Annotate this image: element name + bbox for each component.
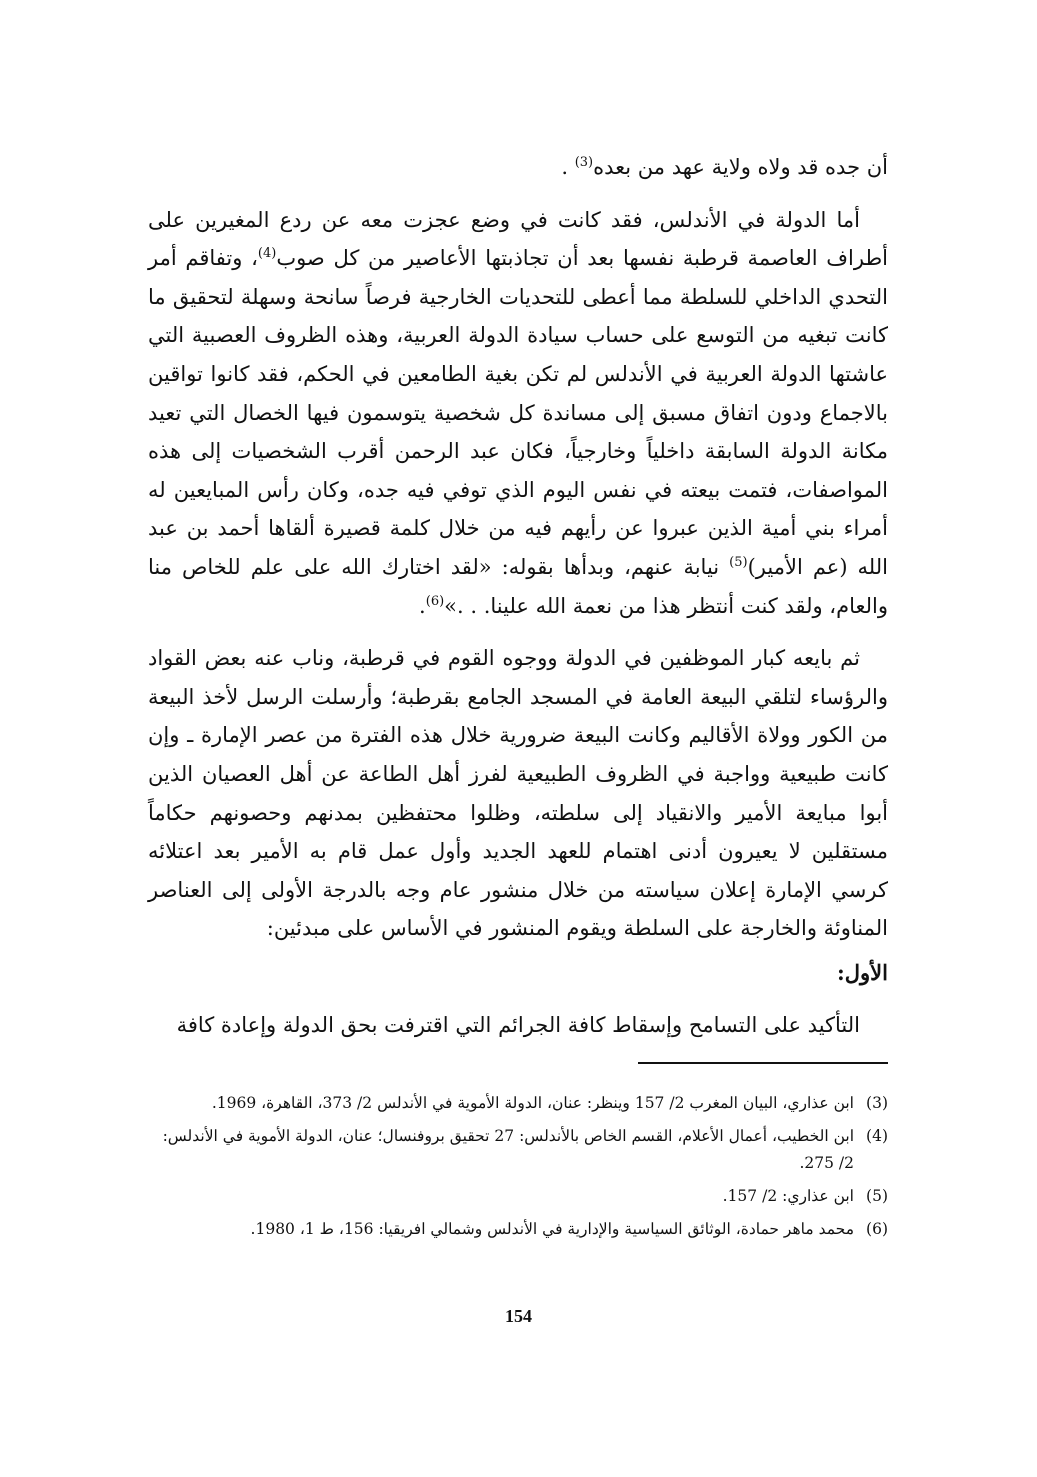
paragraph-2 xyxy=(148,201,888,626)
paragraph-4: التأكيد على التسامح وإسقاط كافة الجرائم التي اقترفت بحق الدولة وإعادة كافة xyxy=(176,1013,860,1038)
footnote-text: محمد ماهر حمادة، الوثائق السياسية والإدارية في الأندلس وشمالي افريقيا: 156، ط 1، 1980. xyxy=(250,1220,854,1238)
paragraph-2-part-a: أما الدولة في الأندلس، فقد كانت في وضع عجزت معه عن ردع المغيرين على أطراف العاصمة قرطبة نفسها بعد أن تجاذبتها الأعاصير من كل صوب xyxy=(148,207,888,271)
footnote-ref-4: (4) xyxy=(257,246,277,262)
footnote-number: (5) xyxy=(866,1187,888,1205)
footnote-separator xyxy=(638,1062,888,1064)
main-text xyxy=(148,148,888,1045)
footnote-5 xyxy=(148,1183,888,1210)
paragraph-1-end: . xyxy=(561,155,575,179)
footnote-ref-3: (3) xyxy=(574,155,594,170)
paragraph-2-end: . xyxy=(419,593,426,618)
footnote-number: (6) xyxy=(866,1220,888,1238)
footnote-number: (4) xyxy=(866,1127,888,1145)
footnote-number: (3) xyxy=(866,1094,888,1112)
footnote-text: ابن عذاري، البيان المغرب 2/ 157 وينظر: عنان، الدولة الأموية في الأندلس 2/ 373، القاهرة، 1969. xyxy=(211,1094,854,1112)
paragraph-1 xyxy=(148,148,888,187)
section-heading: الأول: xyxy=(837,959,888,985)
footnote-text: ابن الخطيب، أعمال الأعلام، القسم الخاص بالأندلس: 27 تحقيق بروفنسال؛ عنان، الدولة الأموية في الأندلس: 2/ 275. xyxy=(162,1127,854,1172)
footnote-ref-5: (5) xyxy=(729,554,748,570)
footnotes xyxy=(148,1090,888,1249)
footnote-3 xyxy=(148,1090,888,1117)
footnote-text: ابن عذاري: 2/ 157. xyxy=(722,1187,854,1205)
footnote-ref-6: (6) xyxy=(425,593,445,609)
footnote-4 xyxy=(148,1123,888,1177)
footnote-6 xyxy=(148,1216,888,1243)
paragraph-2-part-c: نيابة عنهم، وبدأها بقوله: «لقد اختارك الله على علم للخاص منا والعام، ولقد كنت أنتظر هذا من نعمة الله علينا. . .» xyxy=(148,554,888,618)
paragraph-1-text: أن جده قد ولاه ولاية عهد من بعده xyxy=(593,155,888,179)
paragraph-3: ثم بايعه كبار الموظفين في الدولة ووجوه القوم في قرطبة، وناب عنه بعض القواد والرؤساء لتلقي البيعة العامة في المسجد الجامع بقرطبة؛ وأرسلت الرسل لأخذ البيعة من الكور وولاة الأقاليم وكانت البيعة ضرورية خلال هذه الفترة من عصر الإمارة ـ وإن كانت طبيعية وواجبة في الظروف الطبيعية لفرز أهل الطاعة عن أهل العصيان الذين أبوا مبايعة الأمير والانقياد إلى سلطته، وظلوا محتفظين بمدنهم وحصونهم حكاماً مستقلين لا يعيرون أدنى اهتمام للعهد الجديد وأول عمل قام به الأمير بعد اعتلائه كرسي الإمارة إعلان سياسته من خلال منشور عام وجه بالدرجة الأولى إلى العناصر المناوئة والخارجة على السلطة ويقوم المنشور في الأساس على مبدئين: xyxy=(148,646,888,941)
paragraph-2-part-b: ، وتفاقم أمر التحدي الداخلي للسلطة مما أعطى للتحديات الخارجية فرصاً سانحة وسهلة لتحقيق ما كانت تبغيه من التوسع على حساب سيادة الدولة العربية، وهذه الظروف العصبية التي عاشتها الدولة العربية في الأندلس لم تكن بغية الطامعين في الحكم، فقد كانوا تواقين بالاجماع ودون اتفاق مسبق إلى مساندة كل شخصية يتوسمون فيها الخصال التي تعيد مكانة الدولة السابقة داخلياً وخارجياً، فكان عبد الرحمن أقرب الشخصيات إلى هذه المواصفات، فتمت بيعته في نفس اليوم الذي توفي فيه جده، وكان رأس المبايعين له أمراء بني أمية الذين عبروا عن رأيهم فيه من خلال كلمة قصيرة ألقاها أحمد بن عبد الله (عم الأمير) xyxy=(148,246,888,579)
page-number: 154 xyxy=(505,1306,532,1326)
